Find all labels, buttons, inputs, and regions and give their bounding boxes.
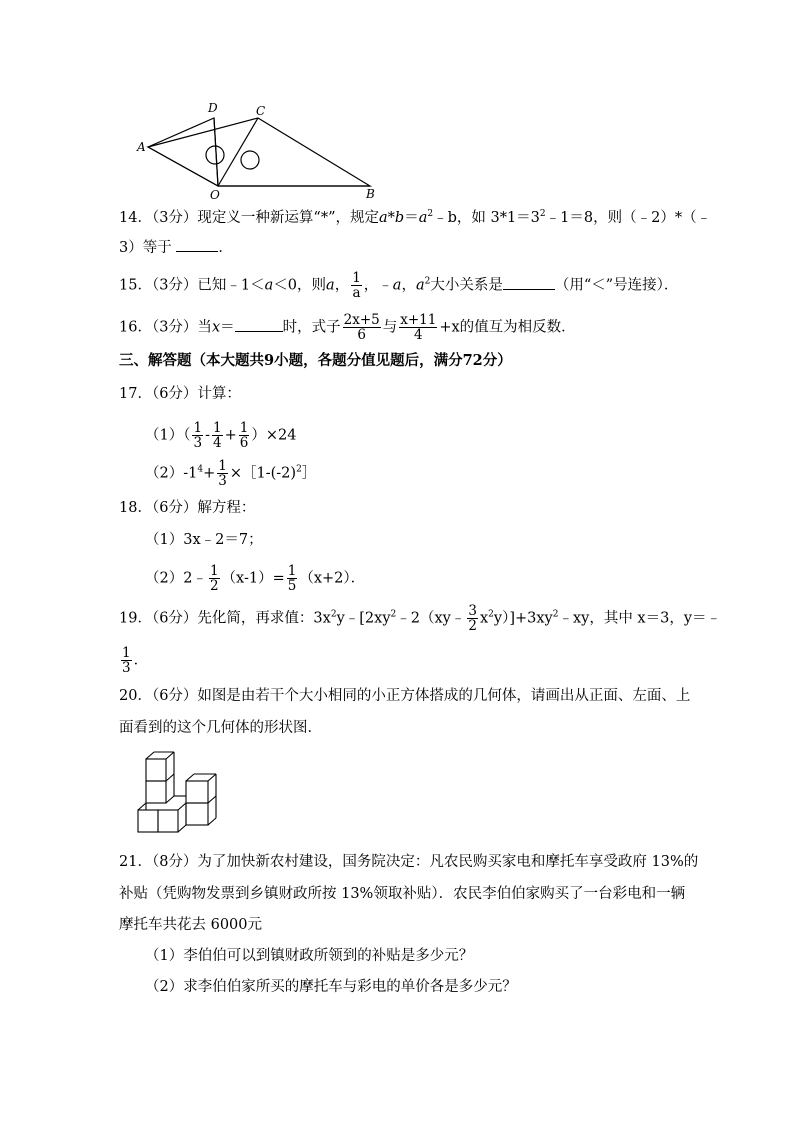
q18p2-f2-num: 1 xyxy=(287,563,297,579)
q17p2-a: （2）-1 xyxy=(145,465,198,482)
q16-text-e: 与 xyxy=(382,319,398,336)
q19-c: ﹣2（xy﹣ xyxy=(396,610,466,627)
q14-text-h: ﹣1＝8，则（﹣2）*（﹣ xyxy=(545,210,712,226)
q17p2-f-den: 3 xyxy=(218,473,227,489)
q15-frac-den: a xyxy=(352,285,361,301)
q19-sup-2: 2 xyxy=(390,609,397,620)
q17p1-f2-num: 1 xyxy=(212,420,222,436)
question-15 xyxy=(119,271,678,300)
question-17-title: 17．（6分）计算： xyxy=(119,386,241,402)
q19-frac xyxy=(467,604,478,633)
question-21-line-1: 21．（8分）为了加快新农村建设，国务院决定：凡农民购买家电和摩托车享受政府 13%的 xyxy=(119,854,699,870)
q19-end: ． xyxy=(133,652,149,669)
label-b: B xyxy=(366,187,375,201)
q16-frac2-num: x+11 xyxy=(400,312,437,328)
q17p1-frac-1 xyxy=(192,421,203,450)
q15-var-a4: a xyxy=(415,277,425,294)
q14-text-c: ＝ xyxy=(404,210,419,226)
q16-frac1-den: 6 xyxy=(357,327,366,343)
q15-fraction xyxy=(351,271,362,300)
q17p1-plus: + xyxy=(224,427,237,444)
question-18-part-2 xyxy=(145,564,365,593)
q19-b: y﹣[2xy xyxy=(336,610,391,627)
question-21-line-2: 补贴（凭购物发票到乡镇财政所按 13%领取补贴）．农民李伯伯家购买了一台彩电和一辆 xyxy=(119,886,686,902)
q15-text-f: ，﹣ xyxy=(363,277,393,294)
q19-sup-3: 2 xyxy=(488,609,494,620)
q16-fraction-2 xyxy=(399,313,437,342)
q17p1-frac-3 xyxy=(239,421,250,450)
label-a: A xyxy=(137,140,146,154)
q15-var-a1: a xyxy=(264,277,274,294)
q15-text-l: （用“＜”号连接）． xyxy=(554,277,679,294)
q16-text-a: 16．（3分）当 xyxy=(119,319,212,336)
q17p1-minus: - xyxy=(205,427,210,444)
question-17-part-2 xyxy=(145,459,316,488)
triangle-figure xyxy=(130,98,380,204)
q14-sup-2: 2 xyxy=(539,209,546,220)
question-21-sub-1: （1）李伯伯可以到镇财政所领到的补贴是多少元？ xyxy=(145,948,474,964)
q18p2-b: （x-1）= xyxy=(221,570,285,587)
label-c: C xyxy=(256,104,266,118)
question-18-part-1: （1）3x﹣2＝7； xyxy=(145,532,263,548)
q17p2-sup2: 2 xyxy=(296,464,302,475)
q19-e: y）]+3xy xyxy=(493,610,553,627)
q17p1-close: ）×24 xyxy=(251,427,297,444)
q19-sup-4: 2 xyxy=(552,609,559,620)
q14-text-d: a xyxy=(418,210,428,226)
q15-var-a2: a xyxy=(326,277,335,294)
question-19-line-1 xyxy=(119,604,721,633)
q17p2-d: ］ xyxy=(301,465,317,482)
q14-sup-1: 2 xyxy=(427,209,434,220)
label-d: D xyxy=(208,101,218,115)
q14-line2-text: 3）等于 xyxy=(119,240,177,256)
q17p1-f1-den: 3 xyxy=(193,435,203,451)
q18p2-frac-2 xyxy=(287,564,298,593)
q19-a: 19．（6分）先化简，再求值：3x xyxy=(119,610,331,627)
question-20-line-1: 20．（6分）如图是由若干个大小相同的小正方体搭成的几何体，请画出从正面、左面、上 xyxy=(119,688,691,704)
section-3-heading: 三、解答题（本大题共9小题，各题分值见题后，满分72分） xyxy=(119,352,512,369)
triangle-aod xyxy=(148,118,218,186)
question-21-line-3: 摩托车共花去 6000元 xyxy=(119,917,263,933)
q15-answer-blank[interactable] xyxy=(503,275,555,290)
q17p2-c: ×［1-(-2) xyxy=(229,465,297,482)
question-21-sub-2: （2）求李伯伯家所买的摩托车与彩电的单价各是多少元？ xyxy=(145,979,517,995)
q18p2-c: （x+2）． xyxy=(299,570,366,587)
q17p1-f1-num: 1 xyxy=(193,420,203,436)
q17p1-open: （1）（ xyxy=(145,427,191,444)
q16-answer-blank[interactable] xyxy=(235,317,283,332)
q16-text-d: 时，式子 xyxy=(282,319,341,336)
q14-text-a: 14．（3分）现定义一种新运算“*”，规定 xyxy=(119,210,380,226)
q17p2-frac xyxy=(217,459,228,488)
q14-text-b: a*b xyxy=(379,210,405,226)
q15-text-c: ＜0，则 xyxy=(273,277,327,294)
question-17-part-1 xyxy=(145,421,296,450)
q15-text-k: 大小关系是 xyxy=(430,277,503,294)
q15-var-a3: a xyxy=(392,277,402,294)
label-o: O xyxy=(210,188,220,202)
question-14-line-2 xyxy=(119,237,233,258)
q15-text-a: 15．（3分）已知﹣1＜ xyxy=(119,277,265,294)
q16-text-f: +x的值互为相反数． xyxy=(439,319,576,336)
q15-comma-2: ， xyxy=(401,277,416,294)
question-14-line-1 xyxy=(119,208,711,228)
q18p2-f1-num: 1 xyxy=(209,563,219,579)
q17p2-f-num: 1 xyxy=(218,458,227,474)
q19-frac-y xyxy=(121,646,132,675)
q15-frac-num: 1 xyxy=(352,270,361,286)
question-18-title: 18．（6分）解方程： xyxy=(119,500,256,516)
q17p1-f3-den: 6 xyxy=(239,435,249,451)
q16-frac1-num: 2x+5 xyxy=(343,312,380,328)
q17p1-f2-den: 4 xyxy=(212,435,222,451)
q19-d: x xyxy=(479,610,489,627)
q17p2-sup: 4 xyxy=(197,464,204,475)
q15-sup: 2 xyxy=(424,276,431,287)
q19-f-den: 2 xyxy=(468,618,477,634)
angle-mark-2 xyxy=(241,151,259,169)
triangle-abc xyxy=(148,118,370,186)
question-19-line-2 xyxy=(119,646,148,675)
cube-stack-figure xyxy=(136,748,222,836)
q18p2-a: （2）2﹣ xyxy=(145,570,207,587)
q15-comma-1: ， xyxy=(334,277,350,294)
q19-f: ﹣xy，其中 x＝3，y＝﹣ xyxy=(558,610,722,627)
q18p2-frac-1 xyxy=(209,564,220,593)
q17p1-f3-num: 1 xyxy=(239,420,249,436)
q16-var-x: x xyxy=(211,319,221,336)
q18p2-f1-den: 2 xyxy=(209,578,219,594)
q18p2-f2-den: 5 xyxy=(287,578,297,594)
q17p1-frac-2 xyxy=(212,421,223,450)
q19-f-num: 3 xyxy=(468,603,477,619)
question-16 xyxy=(119,313,576,342)
q14-text-f: ﹣b，如 3*1＝3 xyxy=(433,210,540,226)
angle-mark-1 xyxy=(206,146,224,164)
q17p2-plus: + xyxy=(203,465,216,482)
q14-answer-blank[interactable] xyxy=(176,237,218,252)
q19-y-den: 3 xyxy=(122,660,131,676)
q19-y-num: 1 xyxy=(122,645,131,661)
q16-text-c: ＝ xyxy=(220,319,235,336)
q14-end: ． xyxy=(218,240,233,256)
q19-sup-1: 2 xyxy=(330,609,337,620)
q16-fraction-1 xyxy=(343,313,381,342)
question-20-line-2: 面看到的这个几何体的形状图． xyxy=(119,720,322,736)
q16-frac2-den: 4 xyxy=(413,327,423,343)
